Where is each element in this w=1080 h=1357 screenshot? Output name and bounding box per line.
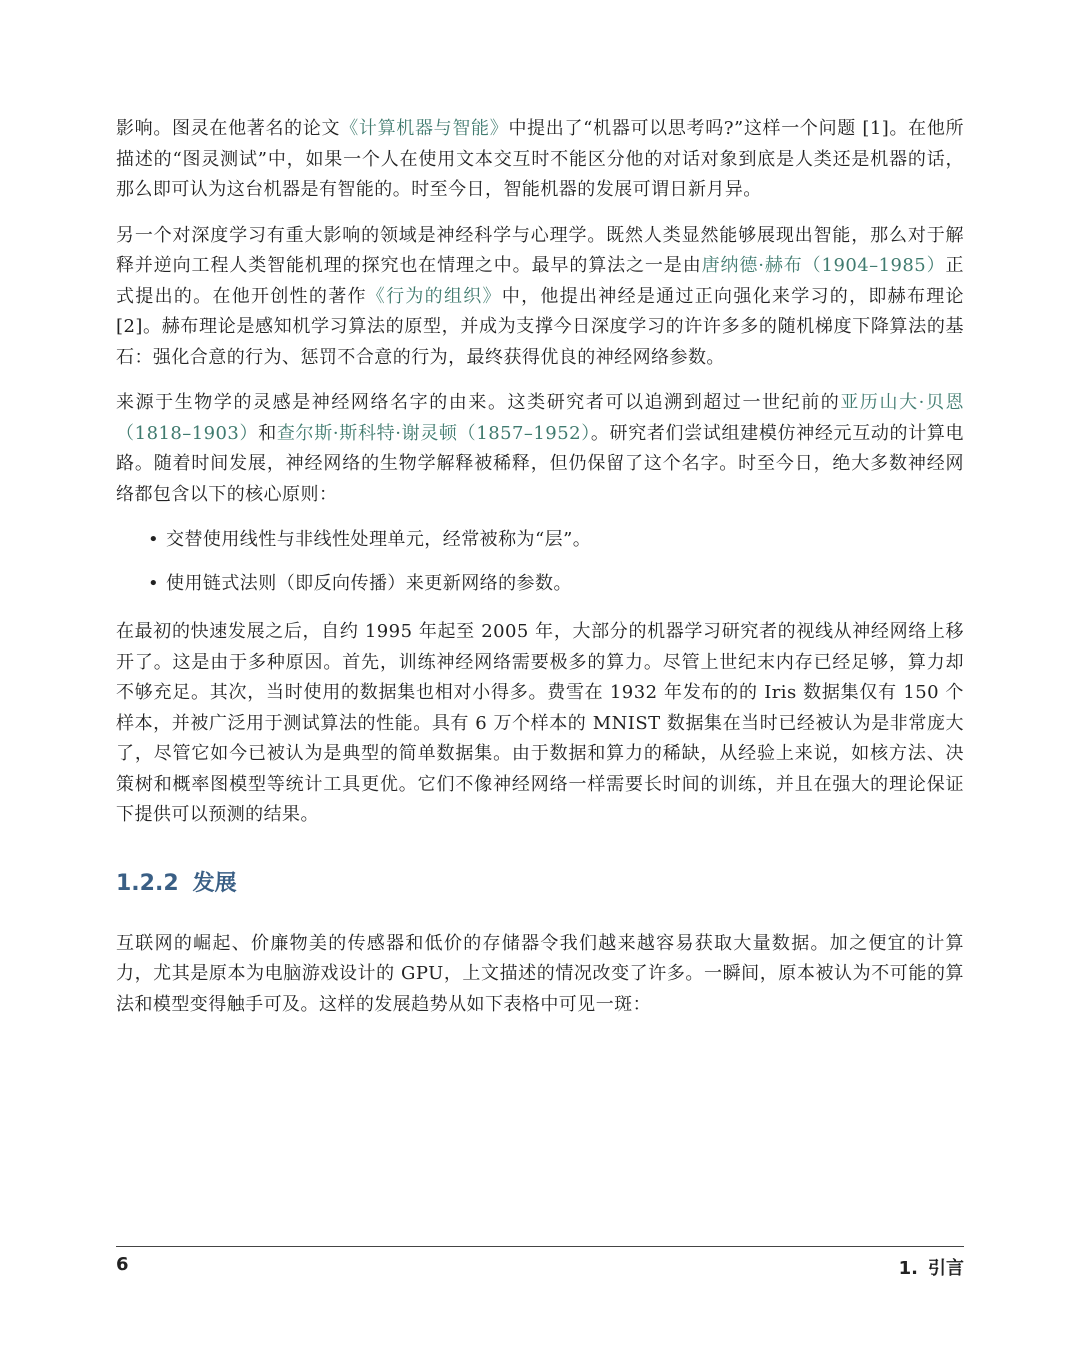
core-principles-list (116, 525, 964, 599)
paragraph-text: 正式提出的。在他开创性的著作 (116, 255, 964, 307)
running-chapter-title (899, 1254, 964, 1280)
paragraph-hebb (116, 221, 964, 374)
list-item (116, 569, 964, 599)
paragraph-text: 影响。图灵在他著名的论文 (116, 118, 341, 139)
page-number: 6 (116, 1254, 129, 1275)
paragraph-development: 互联网的崛起、价廉物美的传感器和低价的存储器令我们越来越容易获取大量数据。加之便宜的计算力，尤其是原本为电脑游戏设计的 GPU，上文描述的情况改变了许多。一瞬间，原本被认为不可能的算法和模型变得触手可及。这样的发展趋势从如下表格中可见一斑： (116, 932, 964, 1015)
paragraph-turing (116, 114, 964, 206)
paragraph-biology (116, 388, 964, 510)
page-body (116, 114, 964, 1035)
section-title: 发展 (192, 870, 237, 896)
paragraph-text: 中，他提出神经是通过正向强化来学习的，即赫布理论 [2]。赫布理论是感知机学习算法的原型，并成为支撑今日深度学习的许许多多的随机梯度下降算法的基石：强化合意的行为、惩罚不合意的行为，最终获得优良的神经网络参数。 (116, 285, 964, 368)
chapter-number: 1. (898, 1258, 918, 1279)
paragraph-text: 中提出了“机器可以思考吗?”这样一个问题 [1]。在他所描述的“图灵测试”中，如果一个人在使用文本交互时不能区分他的对话对象到底是人类还是机器的话，那么即可认为这台机器是有智能的。时至今日，智能机器的发展可谓日新月异。 (116, 118, 964, 200)
link-charles-sherrington[interactable]: 查尔斯·斯科特·谢灵顿（1857–1952） (276, 422, 591, 444)
list-item (116, 525, 964, 555)
paragraph-text: 和 (258, 422, 277, 444)
bullet-icon: • (148, 573, 160, 594)
link-computing-machinery-and-intelligence[interactable]: 《计算机器与智能》 (340, 118, 509, 139)
section-heading (116, 869, 964, 899)
chapter-title: 引言 (928, 1258, 964, 1279)
bullet-icon: • (148, 529, 160, 550)
link-donald-hebb[interactable]: 唐纳德·赫布（1904–1985） (701, 255, 946, 276)
section-number: 1.2.2 (116, 870, 179, 896)
link-organization-of-behavior[interactable]: 《行为的组织》 (366, 285, 502, 307)
paragraph-text: 另一个对深度学习有重大影响的领域是神经科学与心理学。既然人类显然能够展现出智能，那么对于解释并逆向工程人类智能机理的探究也在情理之中。最早的算法之一是由 (116, 224, 964, 276)
footer-divider (116, 1246, 964, 1247)
paragraph-text: 来源于生物学的灵感是神经网络名字的由来。这类研究者可以追溯到超过一世纪前的 (116, 392, 841, 413)
paragraph-text: 。研究者们尝试组建模仿神经元互动的计算电路。随着时间发展，神经网络的生物学解释被稀释，但仍保留了这个名字。时至今日，绝大多数神经网络都包含以下的核心原则： (116, 422, 964, 505)
list-item-text: 交替使用线性与非线性处理单元，经常被称为“层”。 (166, 529, 592, 550)
list-item-text: 使用链式法则（即反向传播）来更新网络的参数。 (166, 573, 572, 594)
paragraph-decline: 在最初的快速发展之后，自约 1995 年起至 2005 年，大部分的机器学习研究者的视线从神经网络上移开了。这是由于多种原因。首先，训练神经网络需要极多的算力。尽管上世纪末内存已经足够，算力却不够充足。其次，当时使用的数据集也相对小得多。费雪在 1932 年发布的的 Iris 数据集仅有 150 个样本，并被广泛用于测试算法的性能。具有 6 万个样本的 MNIST 数据集在当时已经被认为是非常庞大了，尽管它如今已被认为是典型的简单数据集。由于数据和算力的稀缺，从经验上来说，如核方法、决策树和概率图模型等统计工具更优。它们不像神经网络一样需要长时间的训练，并且在强大的理论保证下提供可以预测的结果。 (116, 621, 964, 825)
link-alexander-bain[interactable]: 亚历山大·贝恩（1818–1903） (116, 392, 964, 444)
